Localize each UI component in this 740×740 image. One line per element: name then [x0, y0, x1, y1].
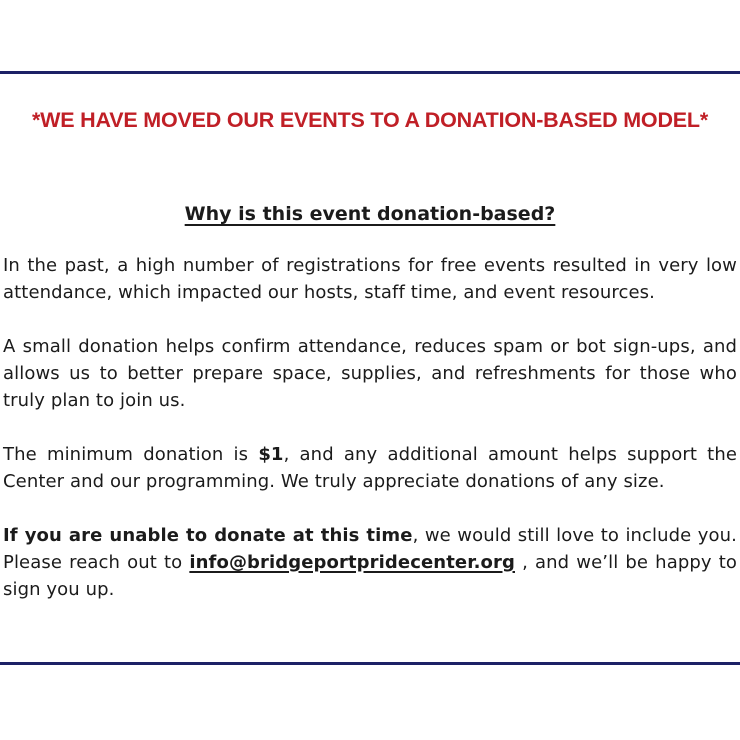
text-segment: A small donation helps confirm attendance, reduces spam or bot sign-ups, and allows us to better prepare space, supplies, and refreshments for those who truly plan to join us. — [3, 336, 737, 411]
paragraph — [3, 522, 737, 603]
text-segment: In the past, a high number of registrations for free events resulted in very low attendance, which impacted our hosts, staff time, and event resources. — [3, 255, 737, 303]
section-heading: Why is this event donation-based? — [184, 203, 556, 225]
text-segment: , and we’ll be happy to sign you up. — [3, 552, 737, 600]
paragraph — [3, 252, 737, 306]
page-title: *WE HAVE MOVED OUR EVENTS TO A DONATION-BASED MODEL* — [31, 108, 709, 132]
text-segment: The minimum donation is — [3, 444, 259, 465]
paragraph — [3, 441, 737, 495]
text-segment: , and any additional amount helps support the Center and our programming. We truly appreciate donations of any size. — [3, 444, 737, 492]
text-segment: $1 — [258, 444, 284, 465]
text-segment: If you are unable to donate at this time — [3, 525, 413, 546]
bottom-divider — [0, 662, 740, 665]
text-segment: , we would still love to include you. Please reach out to — [3, 525, 737, 573]
paragraph — [3, 333, 737, 414]
body-paragraphs — [3, 252, 737, 603]
email-link[interactable]: info@bridgeportpridecenter.org — [189, 552, 515, 573]
